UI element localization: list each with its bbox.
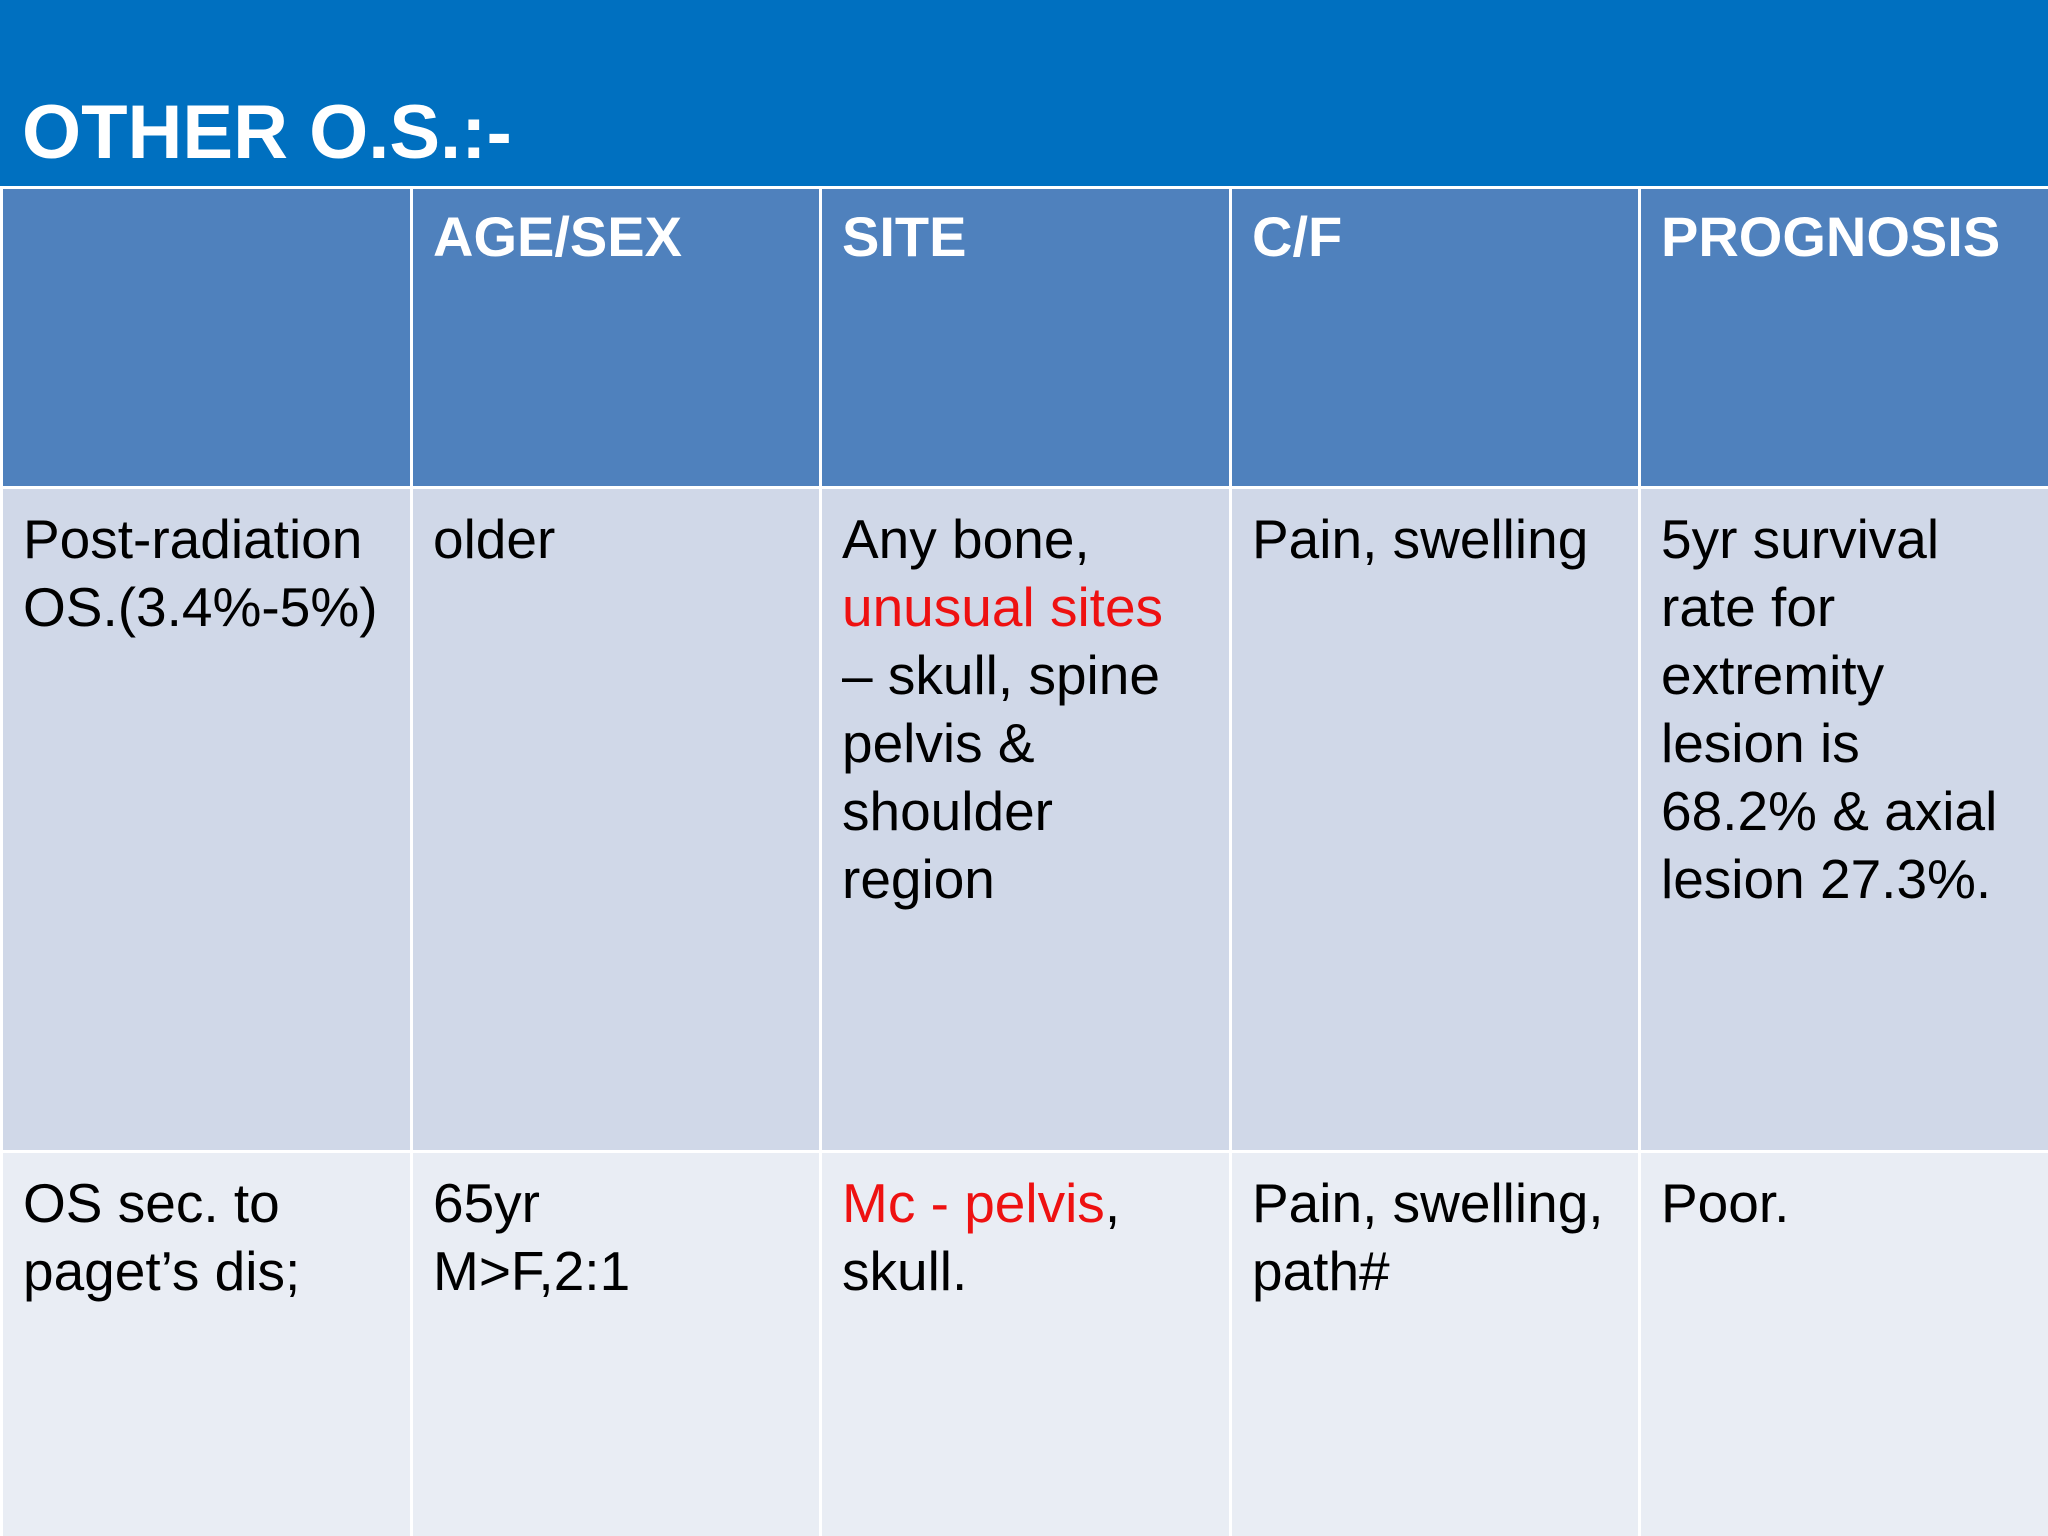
row-label-cell	[2, 1152, 412, 1536]
cell-line: pelvis &	[842, 712, 1035, 774]
prognosis-cell	[1640, 488, 2048, 1152]
cf-cell	[1231, 488, 1640, 1152]
cell-line: 68.2% & axial	[1661, 780, 1998, 842]
table-row	[2, 488, 2048, 1152]
cell-line: M>F,2:1	[433, 1240, 631, 1302]
slide-title: OTHER O.S.:-	[22, 90, 512, 175]
cell-line: Pain, swelling,	[1252, 1172, 1604, 1234]
cell-line: shoulder	[842, 780, 1053, 842]
cell-line: older	[433, 508, 556, 570]
cell-line: OS sec. to	[23, 1172, 280, 1234]
highlighted-text: unusual sites	[842, 576, 1164, 638]
prognosis-cell	[1640, 1152, 2048, 1536]
cell-line: path#	[1252, 1240, 1390, 1302]
cell-line: Pain, swelling	[1252, 508, 1589, 570]
row-label-cell	[2, 488, 412, 1152]
comma-text: ,	[1104, 1172, 1121, 1234]
cell-line: – skull, spine	[842, 644, 1160, 706]
table-header-row	[2, 188, 2048, 488]
site-cell	[821, 1152, 1231, 1536]
header-cell-site: SITE	[821, 188, 1231, 488]
header-cell-prognosis: PROGNOSIS	[1640, 188, 2048, 488]
site-cell	[821, 488, 1231, 1152]
age-sex-cell	[412, 488, 821, 1152]
header-cell-age-sex: AGE/SEX	[412, 188, 821, 488]
cell-line: rate for	[1661, 576, 1836, 638]
table-row	[2, 1152, 2048, 1536]
header-cell-empty	[2, 188, 412, 488]
cell-line: skull.	[842, 1240, 968, 1302]
age-sex-cell	[412, 1152, 821, 1536]
cell-line: paget’s dis;	[23, 1240, 301, 1302]
os-comparison-table	[0, 186, 2048, 1536]
cell-line: Post-radiation	[23, 508, 363, 570]
cell-line: extremity	[1661, 644, 1885, 706]
header-cell-cf: C/F	[1231, 188, 1640, 488]
cell-line: Poor.	[1661, 1172, 1790, 1234]
highlighted-text: Mc - pelvis	[842, 1172, 1105, 1234]
cf-cell	[1231, 1152, 1640, 1536]
cell-line: lesion is	[1661, 712, 1860, 774]
cell-line: 65yr	[433, 1172, 540, 1234]
cell-line: region	[842, 848, 995, 910]
cell-line: Any bone,	[842, 508, 1090, 570]
cell-line: 5yr survival	[1661, 508, 1940, 570]
cell-line: OS.(3.4%-5%)	[23, 576, 378, 638]
cell-line	[842, 1169, 1209, 1237]
cell-line: lesion 27.3%.	[1661, 848, 1992, 910]
